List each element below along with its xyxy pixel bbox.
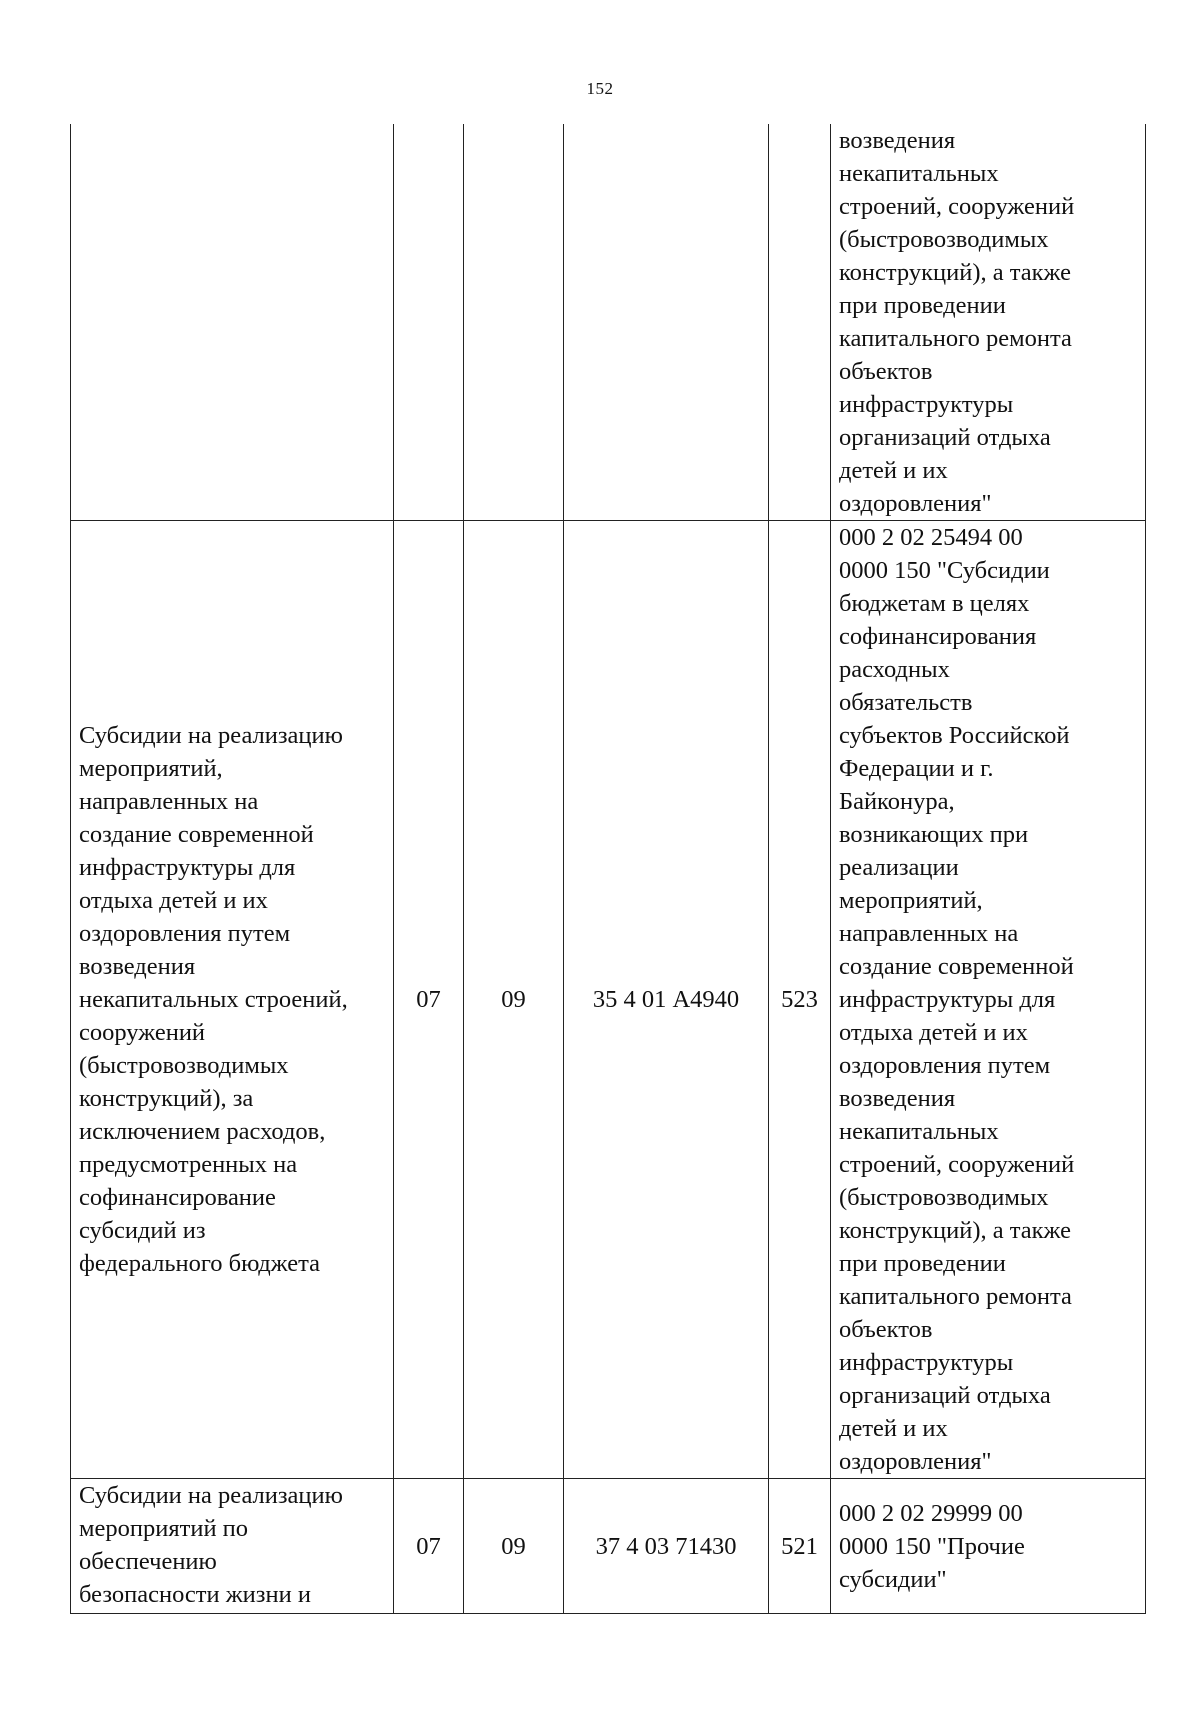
section-code-cell: 07 (394, 521, 464, 1479)
section-code-cell (394, 124, 464, 521)
budget-table (70, 124, 1146, 1614)
revenue-source-cell: возведения некапитальных строений, сооружений (быстровозводимых конструкций), а также при проведении капитального ремонта объектов инфраструктуры организаций отдыха детей и их оздоровления" (831, 124, 1146, 521)
expense-type-cell: 523 (769, 521, 831, 1479)
section-code-cell: 07 (394, 1479, 464, 1614)
revenue-source-cell: 000 2 02 29999 00 0000 150 "Прочие субсидии" (831, 1479, 1146, 1614)
table-row (71, 1479, 1146, 1614)
page-number: 152 (586, 79, 614, 98)
expense-name-cell (71, 124, 394, 521)
table-row (71, 124, 1146, 521)
expense-name-cell: Субсидии на реализацию мероприятий по обеспечению безопасности жизни и (71, 1479, 394, 1614)
target-article-cell: 35 4 01 А4940 (564, 521, 769, 1479)
target-article-cell (564, 124, 769, 521)
target-article-cell: 37 4 03 71430 (564, 1479, 769, 1614)
subsection-code-cell: 09 (464, 521, 564, 1479)
expense-name-cell: Субсидии на реализацию мероприятий, направленных на создание современной инфраструктуры для отдыха детей и их оздоровления путем возведения некапитальных строений, сооружений (быстровозводимых конструкций), за исключением расходов, предусмотренных на софинансирование субсидий из федерального бюджета (71, 521, 394, 1479)
table-row (71, 521, 1146, 1479)
expense-type-cell (769, 124, 831, 521)
subsection-code-cell: 09 (464, 1479, 564, 1614)
revenue-source-cell: 000 2 02 25494 00 0000 150 "Субсидии бюджетам в целях софинансирования расходных обязательств субъектов Российской Федерации и г. Байконура, возникающих при реализации мероприятий, направленных на создание современной инфраструктуры для отдыха детей и их оздоровления путем возведения некапитальных строений, сооружений (быстровозводимых конструкций), а также при проведении капитального ремонта объектов инфраструктуры организаций отдыха детей и их оздоровления" (831, 521, 1146, 1479)
expense-type-cell: 521 (769, 1479, 831, 1614)
subsection-code-cell (464, 124, 564, 521)
